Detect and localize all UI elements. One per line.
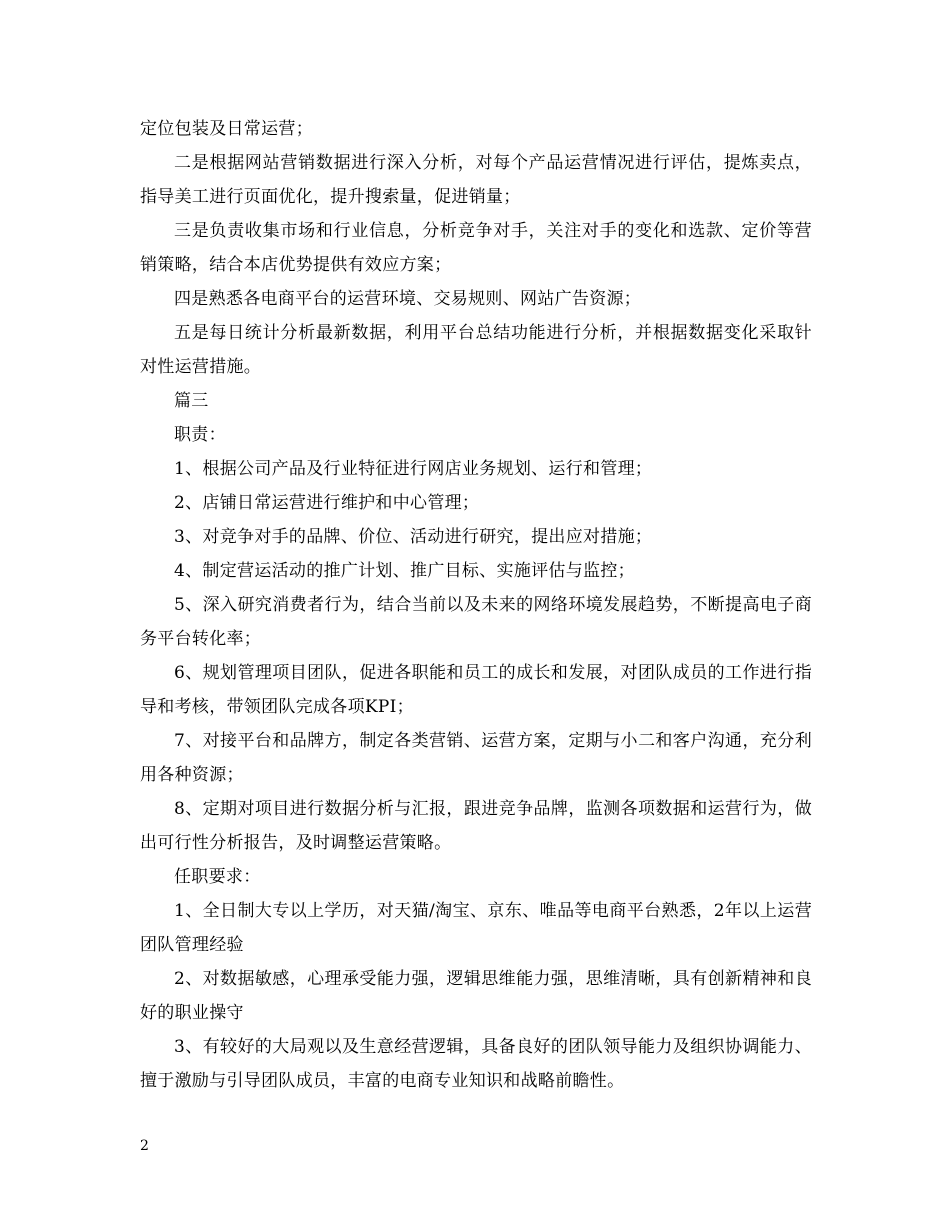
requirement-item-1: 1、全日制大专以上学历，对天猫/淘宝、京东、唯品等电商平台熟悉，2年以上运营团队管理经验 xyxy=(140,901,812,955)
section-heading: 篇三 xyxy=(174,391,209,411)
paragraph-point-three: 三是负责收集市场和行业信息，分析竞争对手，关注对手的变化和选款、定价等营销策略，结合本店优势提供有效应方案； xyxy=(140,221,812,275)
responsibility-item-8: 8、定期对项目进行数据分析与汇报，跟进竞争品牌，监测各项数据和运营行为，做出可行性分析报告，及时调整运营策略。 xyxy=(140,799,812,853)
requirement-item-3: 3、有较好的大局观以及生意经营逻辑，具备良好的团队领导能力及组织协调能力、擅于激励与引导团队成员，丰富的电商专业知识和战略前瞻性。 xyxy=(140,1037,812,1091)
paragraph-continuation: 定位包装及日常运营； xyxy=(140,119,313,139)
paragraph-point-five: 五是每日统计分析最新数据，利用平台总结功能进行分析，并根据数据变化采取针对性运营措施。 xyxy=(140,323,812,377)
paragraph-point-four: 四是熟悉各电商平台的运营环境、交易规则、网站广告资源； xyxy=(174,289,642,309)
responsibilities-heading: 职责： xyxy=(174,425,226,445)
responsibility-item-7: 7、对接平台和品牌方，制定各类营销、运营方案，定期与小二和客户沟通，充分利用各种资源； xyxy=(140,731,812,785)
responsibility-item-1: 1、根据公司产品及行业特征进行网店业务规划、运行和管理； xyxy=(174,459,653,479)
responsibility-item-2: 2、店铺日常运营进行维护和中心管理； xyxy=(174,493,480,513)
page-number: 2 xyxy=(140,1138,149,1154)
responsibility-item-3: 3、对竞争对手的品牌、价位、活动进行研究，提出应对措施； xyxy=(174,527,653,547)
responsibility-item-6: 6、规划管理项目团队，促进各职能和员工的成长和发展，对团队成员的工作进行指导和考核，带领团队完成各项KPI； xyxy=(140,663,812,717)
document-body xyxy=(140,112,812,1098)
paragraph-point-two: 二是根据网站营销数据进行深入分析，对每个产品运营情况进行评估，提炼卖点，指导美工进行页面优化，提升搜索量，促进销量； xyxy=(140,153,812,207)
responsibility-item-4: 4、制定营运活动的推广计划、推广目标、实施评估与监控； xyxy=(174,561,635,581)
requirements-heading: 任职要求： xyxy=(174,867,261,887)
responsibility-item-5: 5、深入研究消费者行为，结合当前以及未来的网络环境发展趋势，不断提高电子商务平台转化率； xyxy=(140,595,812,649)
requirement-item-2: 2、对数据敏感，心理承受能力强，逻辑思维能力强，思维清晰，具有创新精神和良好的职业操守 xyxy=(140,969,812,1023)
